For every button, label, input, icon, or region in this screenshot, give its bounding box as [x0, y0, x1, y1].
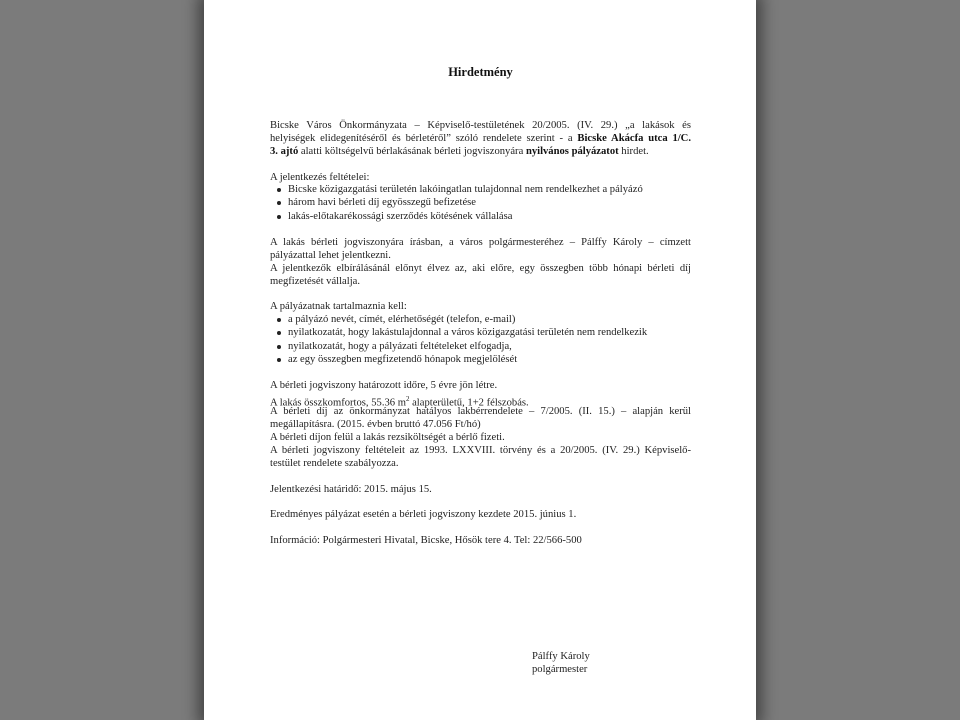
apply-line-1: A lakás bérleti jogviszonyára írásban, a város polgármesteréhez – Pálffy Károly – címzett	[270, 237, 691, 248]
info-text: Információ: Polgármesteri Hivatal, Bicske, Hősök tere 4. Tel: 22/566-500	[270, 535, 582, 546]
list-item: az egy összegben megfizetendő hónapok megjelölését	[270, 354, 691, 367]
document-page	[204, 0, 756, 720]
intro-line-3-end: hirdet.	[618, 146, 649, 157]
terms-line-6: A bérleti jogviszony feltételeit az 1993. LXXVIII. törvény és a 20/2005. (IV. 29.) Képviselő-	[270, 445, 691, 456]
signature-name: Pálffy Károly	[532, 651, 590, 662]
apply-line-3: A jelentkezők elbírálásánál előnyt élvez az, aki előre, egy összegben több hónapi bérleti díj	[270, 263, 691, 274]
terms-area-unit-sup: 2	[405, 395, 410, 403]
intro-line-3	[270, 146, 691, 159]
list-item: lakás-előtakarékossági szerződés kötésének vállalása	[270, 211, 691, 224]
intro-line-3-text: alatti költségelvű bérlakásának bérleti jogviszonyára	[298, 146, 526, 157]
intro-line-2	[270, 133, 691, 146]
start-date-text: Eredményes pályázat esetén a bérleti jogviszony kezdete 2015. június 1.	[270, 509, 577, 520]
terms-line-4: megállapításra. (2015. évben bruttó 47.056 Ft/hó)	[270, 419, 481, 430]
signature-role: polgármester	[532, 664, 588, 675]
apply-line-2: pályázattal lehet jelentkezni.	[270, 250, 391, 261]
intro-line-1: Bicske Város Önkormányzata – Képviselő-testületének 20/2005. (IV. 29.) „a lakások és	[270, 120, 691, 131]
list-item: a pályázó nevét, címét, elérhetőségét (telefon, e-mail)	[270, 314, 691, 327]
intro-address: Bicske Akácfa utca 1/C.	[577, 133, 691, 144]
terms-area-text: A lakás összkomfortos, 55.36 m	[270, 397, 406, 409]
conditions-list	[270, 184, 691, 224]
intro-public-tender: nyilvános pályázatot	[525, 146, 619, 157]
document-title: Hirdetmény	[448, 65, 513, 79]
list-item: nyilatkozatát, hogy lakástulajdonnal a város közigazgatási területén nem rendelkezik	[270, 327, 691, 340]
terms-rooms-text: alapterületű, 1+2 félszobás.	[409, 397, 529, 409]
terms-line-3: A bérleti díj az önkormányzat hatályos lakbérrendelete – 7/2005. (II. 15.) – alapján kerül	[270, 406, 691, 417]
list-item: nyilatkozatát, hogy a pályázati feltételeket elfogadja,	[270, 341, 691, 354]
intro-door: 3. ajtó	[270, 146, 299, 157]
intro-line-2-text: helyiségek elidegenítéséről és bérletéről” szóló rendelete szerint - a	[270, 133, 578, 144]
terms-line-7: testület rendelete szabályozza.	[270, 458, 399, 469]
list-item: Bicske közigazgatási területén lakóingatlan tulajdonnal nem rendelkezhet a pályázó	[270, 184, 691, 197]
terms-line-5: A bérleti díjon felül a lakás rezsiköltségét a bérlő fizeti.	[270, 432, 505, 443]
conditions-heading: A jelentkezés feltételei:	[270, 172, 370, 183]
list-item: három havi bérleti díj egyösszegű befizetése	[270, 197, 691, 210]
contents-list	[270, 314, 691, 368]
terms-line-1: A bérleti jogviszony határozott időre, 5 évre jön létre.	[270, 380, 498, 391]
contents-heading: A pályázatnak tartalmaznia kell:	[270, 301, 407, 312]
signature-block	[532, 650, 590, 676]
deadline-text: Jelentkezési határidő: 2015. május 15.	[270, 484, 432, 495]
apply-line-4: megfizetését vállalja.	[270, 276, 361, 287]
